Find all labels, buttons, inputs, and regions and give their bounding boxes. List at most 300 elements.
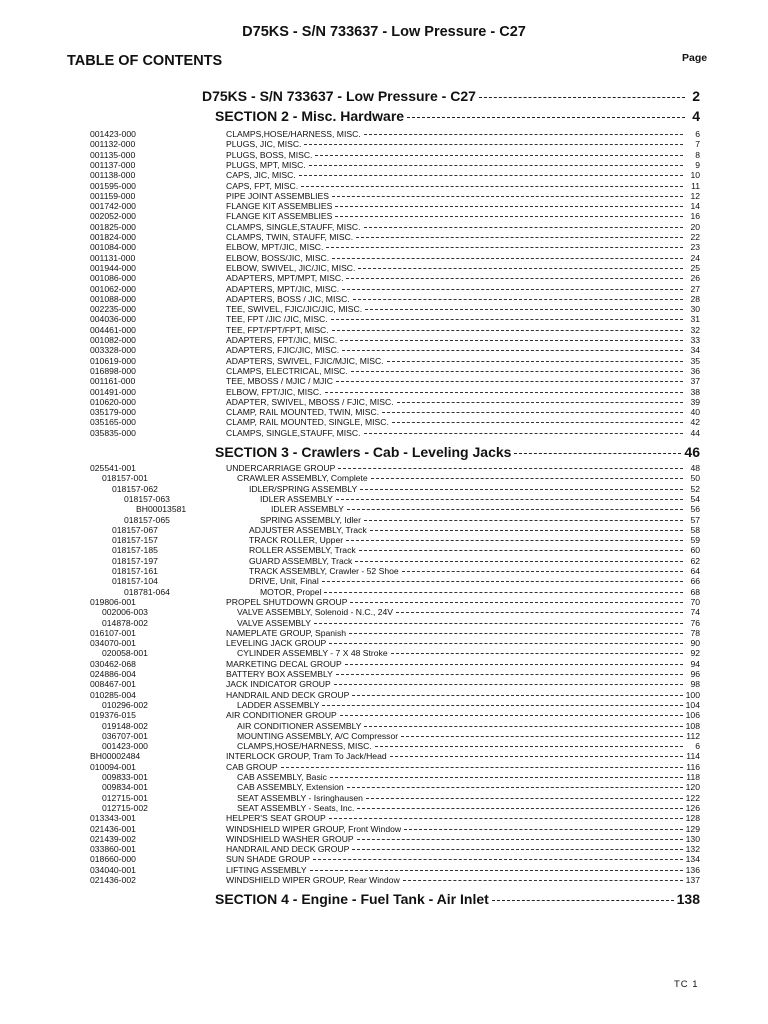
toc-item-page: 8 <box>695 149 700 160</box>
toc-section-page: 4 <box>692 108 700 124</box>
toc-item-label: PLUGS, MPT, MISC. <box>226 159 306 170</box>
dot-leader <box>304 144 683 145</box>
dot-leader <box>401 736 683 737</box>
toc-part-number: 001138-000 <box>90 170 136 181</box>
toc-item-label: AIR CONDITIONER ASSEMBLY <box>237 720 362 731</box>
toc-item-row[interactable] <box>226 129 700 139</box>
toc-item-row[interactable] <box>237 473 700 483</box>
dot-leader <box>404 829 683 830</box>
toc-item-label: DRIVE, Unit, Final <box>249 576 319 587</box>
toc-section-row[interactable] <box>215 444 700 462</box>
toc-item-row[interactable] <box>226 170 700 180</box>
toc-item-page: 9 <box>695 159 700 170</box>
toc-item-page: 112 <box>686 730 700 741</box>
toc-item-label: CLAMP, RAIL MOUNTED, SINGLE, MISC. <box>226 417 389 428</box>
toc-item-row[interactable] <box>237 782 700 792</box>
toc-item-row[interactable] <box>226 628 700 638</box>
toc-item-row[interactable] <box>260 515 700 525</box>
toc-item-label: JACK INDICATOR GROUP <box>226 679 331 690</box>
dot-leader <box>357 839 683 840</box>
toc-part-number: 034070-001 <box>90 638 136 649</box>
toc-section-page: 138 <box>676 891 700 908</box>
toc-item-page: 23 <box>690 242 700 253</box>
toc-item-row[interactable] <box>226 181 700 191</box>
toc-item-label: SPRING ASSEMBLY, Idler <box>260 514 361 525</box>
toc-item-row[interactable] <box>260 494 700 504</box>
dot-leader <box>334 684 683 685</box>
toc-part-number: 020058-001 <box>102 648 148 659</box>
toc-item-label: ADAPTERS, FJIC/JIC, MISC. <box>226 345 340 356</box>
toc-item-label: CLAMP, RAIL MOUNTED, TWIN, MISC. <box>226 407 380 418</box>
dot-leader <box>336 674 683 675</box>
toc-part-number: 002006-003 <box>102 607 148 618</box>
toc-part-number: 018660-000 <box>90 854 136 865</box>
toc-item-page: 108 <box>685 720 700 731</box>
toc-part-number: 012715-002 <box>102 802 148 813</box>
toc-item-page: 50 <box>690 473 700 484</box>
dot-leader <box>335 206 683 207</box>
toc-item-row[interactable] <box>226 854 700 864</box>
dot-leader <box>397 402 683 403</box>
toc-item-row[interactable] <box>237 648 700 658</box>
toc-item-label: TEE, FPT/FPT/FPT, MISC. <box>226 324 329 335</box>
dot-leader <box>351 371 683 372</box>
toc-item-label: HELPER'S SEAT GROUP <box>226 813 326 824</box>
toc-item-page: 20 <box>690 221 700 232</box>
dot-leader <box>332 258 683 259</box>
toc-item-row[interactable] <box>237 793 700 803</box>
toc-item-page: 28 <box>690 293 700 304</box>
dot-leader <box>332 330 683 331</box>
toc-item-row[interactable] <box>249 566 700 576</box>
toc-item-page: 37 <box>690 376 700 387</box>
dot-leader <box>324 592 683 593</box>
toc-item-row[interactable] <box>226 160 700 170</box>
toc-item-row[interactable] <box>226 366 700 376</box>
toc-part-number: BH00013581 <box>136 504 187 515</box>
dot-leader <box>366 798 683 799</box>
dot-leader <box>407 117 685 118</box>
toc-item-label: ADJUSTER ASSEMBLY, Track <box>249 524 367 535</box>
toc-item-page: 12 <box>690 190 700 201</box>
dot-leader <box>492 900 674 901</box>
toc-item-row[interactable] <box>226 417 700 427</box>
toc-item-page: 74 <box>690 607 700 618</box>
toc-item-label: ADAPTERS, MPT/MPT, MISC. <box>226 273 344 284</box>
toc-item-label: ADAPTERS, FPT/JIC, MISC. <box>226 335 338 345</box>
document-title: D75KS - S/N 733637 - Low Pressure - C27 <box>242 24 526 40</box>
toc-item-label: VALVE ASSEMBLY, Solenoid - N.C., 24V <box>237 607 394 618</box>
toc-item-label: FLANGE KIT ASSEMBLIES <box>226 211 333 222</box>
toc-item-page: 34 <box>690 345 700 356</box>
toc-part-number: 010296-002 <box>102 699 148 710</box>
toc-item-row[interactable] <box>226 397 700 407</box>
toc-item-row[interactable] <box>226 335 700 345</box>
toc-item-row[interactable] <box>226 679 700 689</box>
toc-item-page: 24 <box>690 252 700 263</box>
toc-part-number: 021436-002 <box>90 875 136 885</box>
toc-part-number: 018157-185 <box>112 545 158 556</box>
toc-item-row[interactable] <box>226 387 700 397</box>
toc-item-label: CYLINDER ASSEMBLY - 7 X 48 Stroke <box>237 648 388 659</box>
toc-part-number: 018157-062 <box>112 483 158 494</box>
dot-leader <box>365 309 683 310</box>
dot-leader <box>335 216 683 217</box>
toc-item-page: 6 <box>695 741 700 752</box>
toc-part-number: 018157-067 <box>112 524 158 535</box>
dot-leader <box>347 787 683 788</box>
toc-part-number: 001491-000 <box>90 386 136 397</box>
toc-item-label: ELBOW, MPT/JIC, MISC. <box>226 242 324 253</box>
toc-section-title: SECTION 4 - Engine - Fuel Tank - Air Inlet <box>215 891 489 908</box>
toc-part-number: 001132-000 <box>90 139 136 150</box>
toc-part-number: 004036-000 <box>90 314 136 325</box>
toc-item-page: 94 <box>690 658 700 669</box>
toc-part-number: 002052-000 <box>90 211 136 222</box>
toc-item-label: ADAPTERS, SWIVEL, FJIC/MJIC, MISC. <box>226 355 384 366</box>
toc-item-page: 31 <box>690 314 700 325</box>
dot-leader <box>315 155 683 156</box>
toc-part-number: 021439-002 <box>90 833 136 844</box>
dot-leader <box>350 602 683 603</box>
toc-item-label: ADAPTERS, MPT/JIC, MISC. <box>226 283 340 294</box>
toc-item-label: SEAT ASSEMBLY - Isringhausen <box>237 792 363 803</box>
toc-item-page: 76 <box>690 617 700 628</box>
toc-part-number: 003328-000 <box>90 345 136 356</box>
toc-item-row[interactable] <box>226 844 700 854</box>
toc-item-row[interactable] <box>237 731 700 741</box>
toc-part-number: 001131-000 <box>90 252 136 263</box>
toc-part-number: 001742-000 <box>90 201 136 212</box>
toc-item-row[interactable] <box>226 325 700 335</box>
toc-item-row[interactable] <box>226 638 700 648</box>
toc-item-row[interactable] <box>260 587 700 597</box>
toc-item-label: CLAMPS, SINGLE,STAUFF, MISC. <box>226 427 361 438</box>
toc-item-row[interactable] <box>226 813 700 823</box>
toc-item-label: INTERLOCK GROUP, Tram To Jack/Head <box>226 751 387 762</box>
toc-item-label: IDLER ASSEMBLY <box>271 504 344 515</box>
toc-item-row[interactable] <box>226 659 700 669</box>
toc-item-page: 92 <box>690 648 700 659</box>
page-column-label: Page <box>682 52 708 64</box>
dot-leader <box>375 746 683 747</box>
toc-part-number: 016898-000 <box>90 365 136 376</box>
dot-leader <box>353 299 683 300</box>
dot-leader <box>346 540 683 541</box>
toc-heading: TABLE OF CONTENTS <box>67 53 223 69</box>
toc-part-number: 004461-000 <box>90 324 136 335</box>
toc-item-row[interactable] <box>226 824 700 834</box>
dot-leader <box>329 643 683 644</box>
toc-item-page: 35 <box>690 355 700 366</box>
toc-item-page: 42 <box>690 417 700 428</box>
toc-item-page: 6 <box>695 129 700 139</box>
toc-item-label: HANDRAIL AND DECK GROUP <box>226 689 350 700</box>
toc-item-label: LIFTING ASSEMBLY <box>226 864 307 875</box>
toc-part-number: 001944-000 <box>90 262 136 273</box>
toc-part-number: 001159-000 <box>90 190 136 201</box>
toc-item-label: LADDER ASSEMBLY <box>237 699 320 710</box>
toc-item-label: WINDSHIELD WASHER GROUP <box>226 833 354 844</box>
toc-item-label: CAB ASSEMBLY, Basic <box>237 772 327 782</box>
toc-item-label: LEVELING JACK GROUP <box>226 638 327 649</box>
toc-part-number: 010285-004 <box>90 689 136 700</box>
toc-item-row[interactable] <box>237 741 700 751</box>
toc-item-row[interactable] <box>226 314 700 324</box>
toc-item-label: WINDSHIELD WIPER GROUP, Front Window <box>226 823 402 834</box>
dot-leader <box>340 340 683 341</box>
toc-item-row[interactable] <box>226 407 700 417</box>
toc-item-row[interactable] <box>226 356 700 366</box>
toc-part-number: 021436-001 <box>90 823 136 834</box>
dot-leader <box>402 571 683 572</box>
toc-item-row[interactable] <box>226 150 700 160</box>
dot-leader <box>364 134 683 135</box>
dot-leader <box>349 633 683 634</box>
dot-leader <box>371 478 683 479</box>
dot-leader <box>357 808 682 809</box>
toc-item-row[interactable] <box>226 690 700 700</box>
toc-item-page: 100 <box>685 689 700 700</box>
toc-item-label: CLAMPS, ELECTRICAL, MISC. <box>226 365 348 376</box>
toc-item-row[interactable] <box>226 376 700 386</box>
toc-item-row[interactable] <box>226 273 700 283</box>
toc-part-number: 018157-065 <box>124 514 170 525</box>
toc-item-page: 27 <box>690 283 700 294</box>
toc-item-row[interactable] <box>226 222 700 232</box>
toc-item-page: 134 <box>685 854 700 865</box>
toc-item-row[interactable] <box>249 484 700 494</box>
toc-part-number: 001595-000 <box>90 180 136 191</box>
toc-item-row[interactable] <box>226 834 700 844</box>
toc-item-page: 26 <box>690 273 700 284</box>
toc-item-page: 106 <box>685 710 700 721</box>
toc-part-number: 001135-000 <box>90 149 136 160</box>
toc-item-row[interactable] <box>249 525 700 535</box>
toc-part-number: 010094-001 <box>90 761 136 772</box>
dot-leader <box>322 581 683 582</box>
toc-item-row[interactable] <box>226 139 700 149</box>
toc-item-page: 114 <box>686 751 700 762</box>
dot-leader <box>299 175 683 176</box>
toc-item-row[interactable] <box>271 504 700 514</box>
toc-item-page: 136 <box>685 864 700 875</box>
toc-item-label: BATTERY BOX ASSEMBLY <box>226 669 333 679</box>
toc-item-row[interactable] <box>226 284 700 294</box>
toc-item-label: PLUGS, JIC, MISC. <box>226 139 302 150</box>
toc-item-row[interactable] <box>226 762 700 772</box>
toc-part-number: 018781-064 <box>124 586 170 597</box>
toc-part-number: 001086-000 <box>90 273 136 284</box>
toc-item-row[interactable] <box>226 232 700 242</box>
toc-item-page: 52 <box>690 483 700 494</box>
toc-section-row[interactable] <box>215 108 700 126</box>
toc-item-page: 39 <box>690 396 700 407</box>
toc-item-label: MOTOR, Propel <box>260 586 322 597</box>
toc-part-number: 018157-197 <box>112 555 158 566</box>
toc-item-page: 78 <box>690 627 700 638</box>
toc-item-row[interactable] <box>226 253 700 263</box>
toc-item-label: ELBOW, SWIVEL, JIC/JIC, MISC. <box>226 262 356 273</box>
toc-section-row[interactable] <box>202 88 700 106</box>
toc-part-number: 010619-000 <box>90 355 136 366</box>
page-footer: TC 1 <box>674 979 699 990</box>
toc-item-page: 62 <box>690 555 700 566</box>
toc-part-number: 009834-001 <box>102 782 148 793</box>
toc-item-page: 59 <box>690 535 700 546</box>
toc-item-page: 122 <box>685 792 700 803</box>
toc-item-label: ELBOW, FPT/JIC, MISC. <box>226 386 322 397</box>
toc-part-number: 019376-015 <box>90 710 136 721</box>
toc-item-row[interactable] <box>226 751 700 761</box>
toc-part-number: 010620-000 <box>90 396 136 407</box>
toc-item-row[interactable] <box>237 772 700 782</box>
toc-section-page: 2 <box>692 88 700 104</box>
dot-leader <box>281 767 683 768</box>
toc-item-page: 98 <box>690 679 700 690</box>
dot-leader <box>347 509 683 510</box>
toc-item-row[interactable] <box>226 865 700 875</box>
toc-item-page: 60 <box>690 545 700 556</box>
dot-leader <box>331 319 683 320</box>
toc-item-label: TRACK ASSEMBLY, Crawler - 52 Shoe <box>249 566 399 576</box>
toc-item-label: CLAMPS,HOSE/HARNESS, MISC. <box>226 129 361 139</box>
toc-part-number: 001088-000 <box>90 293 136 304</box>
toc-item-row[interactable] <box>237 618 700 628</box>
toc-item-row[interactable] <box>226 669 700 679</box>
dot-leader <box>352 849 682 850</box>
toc-item-row[interactable] <box>226 263 700 273</box>
toc-item-label: WINDSHIELD WIPER GROUP, Rear Window <box>226 875 400 885</box>
toc-section-title: SECTION 2 - Misc. Hardware <box>215 108 405 124</box>
toc-part-number: 001062-000 <box>90 283 136 294</box>
toc-part-number: 001137-000 <box>90 159 136 170</box>
toc-item-page: 118 <box>686 772 700 782</box>
dot-leader <box>396 612 683 613</box>
toc-item-page: 22 <box>690 232 700 242</box>
dot-leader <box>359 550 683 551</box>
toc-item-label: VALVE ASSEMBLY <box>237 617 312 628</box>
toc-item-page: 38 <box>690 386 700 397</box>
toc-item-page: 137 <box>685 875 700 885</box>
toc-item-row[interactable] <box>237 803 700 813</box>
dot-leader <box>336 499 683 500</box>
toc-section-row[interactable] <box>215 891 700 909</box>
toc-item-label: SUN SHADE GROUP <box>226 854 311 865</box>
toc-item-row[interactable] <box>249 556 700 566</box>
toc-item-row[interactable] <box>249 535 700 545</box>
toc-item-row[interactable] <box>226 345 700 355</box>
toc-item-label: ADAPTERS, BOSS / JIC, MISC. <box>226 293 350 304</box>
toc-item-label: ADAPTER, SWIVEL, MBOSS / FJIC, MISC. <box>226 396 394 407</box>
toc-item-label: FLANGE KIT ASSEMBLIES <box>226 201 333 212</box>
toc-part-number: 025541-001 <box>90 463 136 473</box>
toc-item-page: 25 <box>690 262 700 273</box>
toc-part-number: 001824-000 <box>90 232 136 242</box>
dot-leader <box>342 350 683 351</box>
toc-item-row[interactable] <box>226 211 700 221</box>
toc-part-number: 009833-001 <box>102 772 148 782</box>
toc-item-row[interactable] <box>226 294 700 304</box>
dot-leader <box>322 705 682 706</box>
dot-leader <box>390 756 683 757</box>
toc-item-row[interactable] <box>226 710 700 720</box>
dot-leader <box>356 237 683 238</box>
toc-item-row[interactable] <box>249 576 700 586</box>
toc-section-title: D75KS - S/N 733637 - Low Pressure - C27 <box>202 88 476 104</box>
toc-item-page: 132 <box>685 844 700 855</box>
toc-item-label: IDLER/SPRING ASSEMBLY <box>249 483 358 494</box>
dot-leader <box>336 381 683 382</box>
dot-leader <box>326 247 683 248</box>
toc-item-page: 58 <box>690 524 700 535</box>
toc-part-number: 019148-002 <box>102 720 148 731</box>
toc-item-row[interactable] <box>237 721 700 731</box>
toc-item-label: GUARD ASSEMBLY, Track <box>249 555 353 566</box>
toc-item-row[interactable] <box>226 242 700 252</box>
toc-item-page: 64 <box>690 566 700 576</box>
toc-item-row[interactable] <box>226 875 700 885</box>
toc-item-page: 40 <box>690 407 700 418</box>
toc-part-number: 018157-063 <box>124 493 170 504</box>
toc-part-number: 018157-001 <box>102 473 148 484</box>
toc-item-page: 7 <box>695 139 700 150</box>
toc-item-row[interactable] <box>237 700 700 710</box>
toc-item-page: 14 <box>690 201 700 212</box>
toc-item-page: 104 <box>685 699 700 710</box>
toc-section-page: 46 <box>684 444 700 460</box>
toc-part-number: 013343-001 <box>90 813 136 824</box>
toc-part-number: 035165-000 <box>90 417 136 428</box>
toc-item-page: 57 <box>690 514 700 525</box>
toc-item-row[interactable] <box>249 545 700 555</box>
dot-leader <box>329 818 683 819</box>
toc-item-page: 11 <box>691 180 700 191</box>
dot-leader <box>355 561 683 562</box>
toc-item-label: TEE, FPT /JIC /JIC, MISC. <box>226 314 328 325</box>
toc-part-number: 008467-001 <box>90 679 136 690</box>
toc-item-page: 128 <box>685 813 700 824</box>
dot-leader <box>382 412 683 413</box>
dot-leader <box>392 422 683 423</box>
toc-item-label: TEE, MBOSS / MJIC / MJIC <box>226 376 333 387</box>
toc-item-page: 33 <box>690 335 700 345</box>
toc-item-label: PROPEL SHUTDOWN GROUP <box>226 596 348 607</box>
toc-item-page: 126 <box>685 802 700 813</box>
dot-leader <box>514 453 681 454</box>
toc-part-number: 012715-001 <box>102 792 148 803</box>
toc-item-row[interactable] <box>226 191 700 201</box>
dot-leader <box>403 880 683 881</box>
toc-part-number: 030462-068 <box>90 658 136 669</box>
dot-leader <box>310 870 683 871</box>
toc-item-page: 66 <box>690 576 700 587</box>
toc-item-label: CLAMPS, TWIN, STAUFF, MISC. <box>226 232 354 242</box>
toc-part-number: 001161-000 <box>90 376 136 387</box>
dot-leader <box>332 196 683 197</box>
toc-item-row[interactable] <box>226 428 700 438</box>
toc-item-row[interactable] <box>237 607 700 617</box>
dot-leader <box>364 433 684 434</box>
toc-item-row[interactable] <box>226 597 700 607</box>
toc-part-number: 018157-161 <box>112 566 158 576</box>
toc-item-row[interactable] <box>226 463 700 473</box>
toc-item-row[interactable] <box>226 304 700 314</box>
toc-part-number: 018157-104 <box>112 576 158 587</box>
toc-part-number: 033860-001 <box>90 844 136 855</box>
toc-item-label: IDLER ASSEMBLY <box>260 493 333 504</box>
toc-item-row[interactable] <box>226 201 700 211</box>
